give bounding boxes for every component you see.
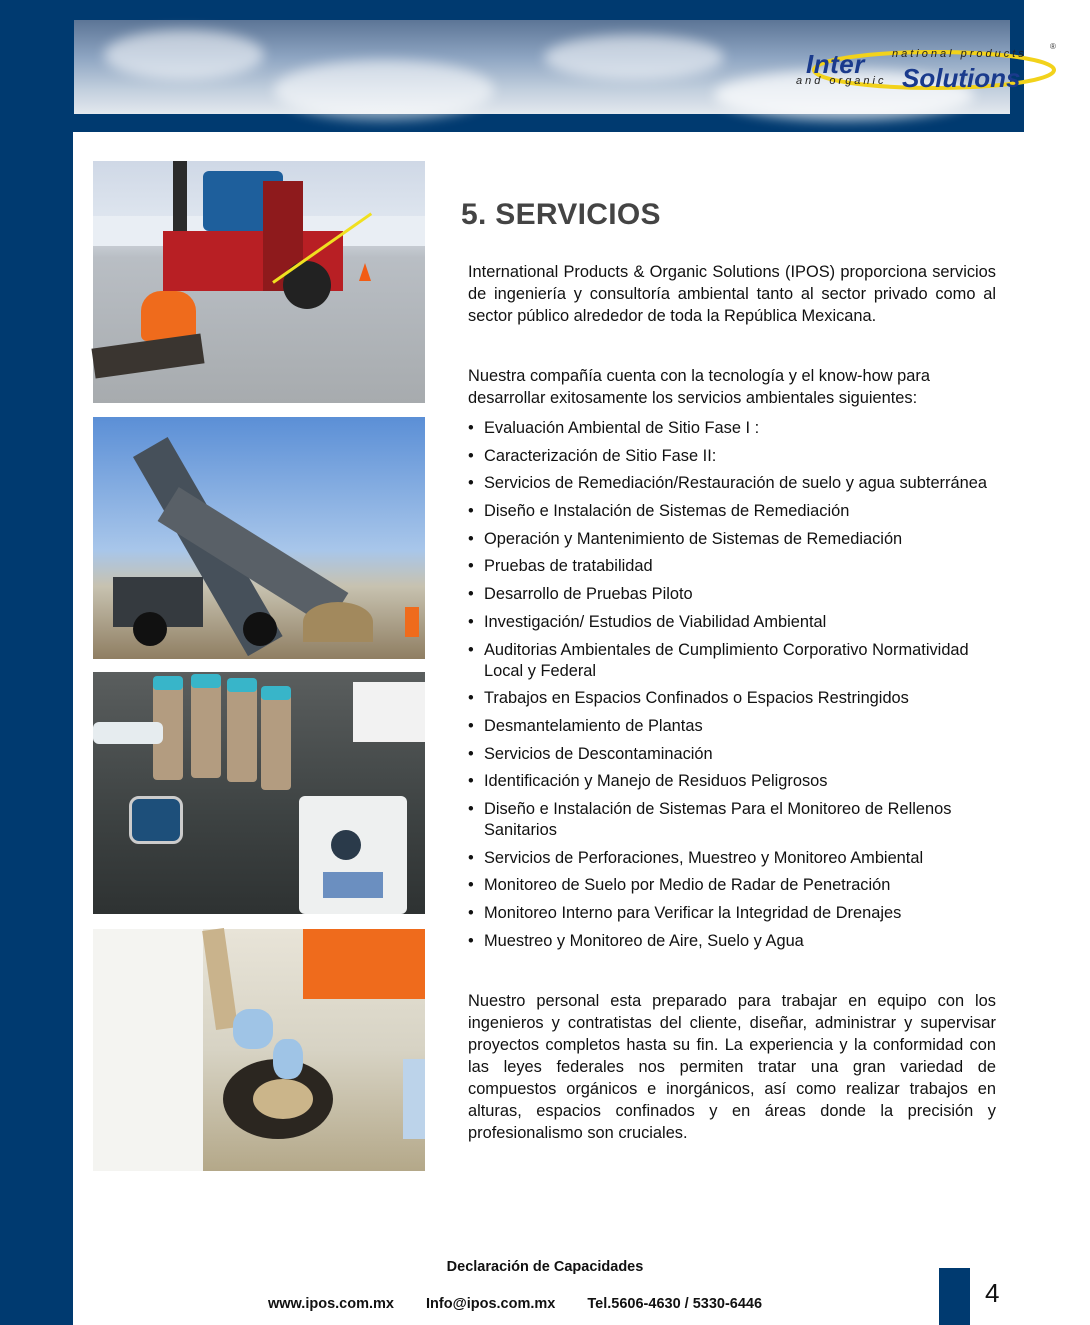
- auger-pile: [91, 333, 204, 378]
- service-label: Desmantelamiento de Plantas: [484, 716, 703, 735]
- service-label: Auditorias Ambientales de Cumplimiento Corporativo Normatividad Local y Federal: [484, 640, 969, 680]
- bullet-icon: •: [468, 744, 474, 763]
- soil-pile: [303, 602, 373, 642]
- service-label: Evaluación Ambiental de Sitio Fase I :: [484, 419, 760, 437]
- bullet-icon: •: [468, 848, 474, 867]
- banner-cloud: [274, 60, 494, 120]
- list-item: [468, 446, 996, 467]
- sample-bottle: [403, 1059, 425, 1139]
- paper-box: [353, 682, 425, 742]
- meter-keypad: [323, 872, 383, 898]
- footer-title: Declaración de Capacidades: [446, 1259, 644, 1275]
- list-item: [468, 771, 996, 792]
- bullet-icon: •: [468, 419, 474, 437]
- footer-email-link[interactable]: Info@ipos.com.mx: [426, 1296, 556, 1312]
- service-label: Servicios de Perforaciones, Muestreo y Monitoreo Ambiental: [484, 848, 924, 867]
- traffic-cone: [359, 263, 371, 281]
- bullet-icon: •: [468, 446, 474, 465]
- banner-cloud: [544, 35, 724, 80]
- service-label: Muestreo y Monitoreo de Aire, Suelo y Agua: [484, 931, 804, 950]
- footer-phone: Tel.5606-4630 / 5330-6446: [587, 1296, 763, 1312]
- sample-tube: [227, 682, 257, 782]
- well-water: [253, 1079, 313, 1119]
- page-number: 4: [985, 1278, 1000, 1308]
- worker-orange: [141, 291, 196, 341]
- truck-wheel: [133, 612, 167, 646]
- service-label: Monitoreo Interno para Verificar la Integridad de Drenajes: [484, 904, 902, 922]
- page-tab: [939, 1268, 970, 1325]
- water-container: [93, 929, 203, 1171]
- truck-wheel: [243, 612, 277, 646]
- company-logo: [796, 42, 1058, 94]
- logo-tagline-bottom: and organic: [796, 75, 887, 87]
- bullet-icon: •: [468, 689, 474, 708]
- bullet-icon: •: [468, 502, 474, 521]
- list-item: [468, 799, 996, 841]
- sample-tube: [191, 678, 221, 778]
- gloved-hand: [273, 1039, 303, 1079]
- digital-timer: [129, 796, 183, 844]
- groundwater-sampling-photo: [93, 929, 425, 1171]
- service-label: Servicios de Remediación/Restauración de suelo y agua subterránea: [484, 474, 987, 493]
- service-label: Trabajos en Espacios Confinados o Espacios Restringidos: [484, 689, 909, 708]
- worker-orange: [405, 607, 419, 637]
- sample-cap: [191, 674, 221, 688]
- footer-contact: [268, 1296, 790, 1312]
- service-label: Investigación/ Estudios de Viabilidad Ambiental: [484, 612, 827, 631]
- sample-tube: [261, 690, 291, 790]
- bullet-icon: •: [468, 799, 474, 818]
- bullet-icon: •: [468, 612, 474, 631]
- bullet-icon: •: [468, 904, 474, 922]
- logo-word-inter: Inter: [806, 49, 865, 79]
- list-item: [468, 529, 996, 550]
- gloved-hand: [233, 1009, 273, 1049]
- list-item: [468, 744, 996, 765]
- list-item: [468, 640, 996, 682]
- bullet-icon: •: [468, 557, 474, 576]
- list-item: [468, 612, 996, 633]
- list-item: [468, 903, 996, 924]
- bullet-icon: •: [468, 529, 474, 548]
- bailer-tube: [202, 928, 238, 1030]
- meter-dial: [331, 830, 361, 860]
- logo-tagline-top: national products: [892, 48, 1027, 60]
- bullet-icon: •: [468, 931, 474, 950]
- sample-cap: [153, 676, 183, 690]
- list-item: [468, 716, 996, 737]
- header-banner: [74, 20, 1056, 114]
- closing-paragraph: Nuestro personal esta preparado para trabajar en equipo con los ingenieros y contratistas del cliente, diseñar, administrar y supervisar proyectos completos hasta su fin. La experiencia y la conformidad con las leyes federales nos permiten tratar una gran variedad de compuestos orgánicos e inorgánicos, así como realizar trabajos en alturas, espacios confinados y en áreas donde la precisión y profesionalismo son cruciales.: [468, 992, 996, 1142]
- bullet-icon: •: [468, 716, 474, 735]
- soil-samples-photo: [93, 672, 425, 914]
- service-label: Caracterización de Sitio Fase II:: [484, 446, 717, 465]
- footer-website-link[interactable]: www.ipos.com.mx: [268, 1296, 394, 1312]
- syringe: [93, 722, 163, 744]
- list-item: [468, 688, 996, 709]
- worker-sleeve: [303, 929, 425, 999]
- sample-cap: [227, 678, 257, 692]
- list-item: [468, 418, 996, 439]
- list-item: [468, 501, 996, 522]
- bullet-icon: •: [468, 474, 474, 493]
- banner-cloud: [104, 30, 264, 80]
- sample-cap: [261, 686, 291, 700]
- service-label: Operación y Mantenimiento de Sistemas de Remediación: [484, 529, 903, 548]
- left-frame: [0, 0, 73, 1325]
- logo-word-solutions: Solutions: [902, 63, 1021, 93]
- logo-registered-mark: ®: [1050, 42, 1056, 51]
- service-label: Diseño e Instalación de Sistemas Para el Monitoreo de Rellenos Sanitarios: [484, 799, 952, 839]
- list-item: [468, 875, 996, 896]
- intro-paragraph: International Products & Organic Solutions (IPOS) proporciona servicios de ingeniería y consultoría ambiental tanto al sector privado como al sector público alrededor de toda la República Mexicana.: [468, 263, 996, 325]
- services-list: [468, 418, 996, 958]
- list-item: [468, 584, 996, 605]
- service-label: Servicios de Descontaminación: [484, 744, 713, 763]
- list-item: [468, 848, 996, 869]
- service-label: Identificación y Manejo de Residuos Peligrosos: [484, 772, 828, 791]
- bullet-icon: •: [468, 585, 474, 604]
- service-label: Desarrollo de Pruebas Piloto: [484, 585, 693, 604]
- bullet-icon: •: [468, 876, 474, 895]
- list-item: [468, 556, 996, 577]
- service-label: Pruebas de tratabilidad: [484, 557, 653, 576]
- bullet-icon: •: [468, 772, 474, 791]
- intro-paragraph-2: Nuestra compañía cuenta con la tecnología y el know-how para desarrollar exitosamente los servicios ambientales siguientes:: [468, 367, 930, 407]
- list-item: [468, 473, 996, 494]
- section-title: 5. SERVICIOS: [461, 198, 661, 231]
- drilling-truck-photo: [93, 161, 425, 403]
- service-label: Monitoreo de Suelo por Medio de Radar de Penetración: [484, 876, 891, 895]
- list-item: [468, 931, 996, 952]
- service-label: Diseño e Instalación de Sistemas de Remediación: [484, 502, 850, 521]
- dump-truck-photo: [93, 417, 425, 659]
- bullet-icon: •: [468, 640, 474, 659]
